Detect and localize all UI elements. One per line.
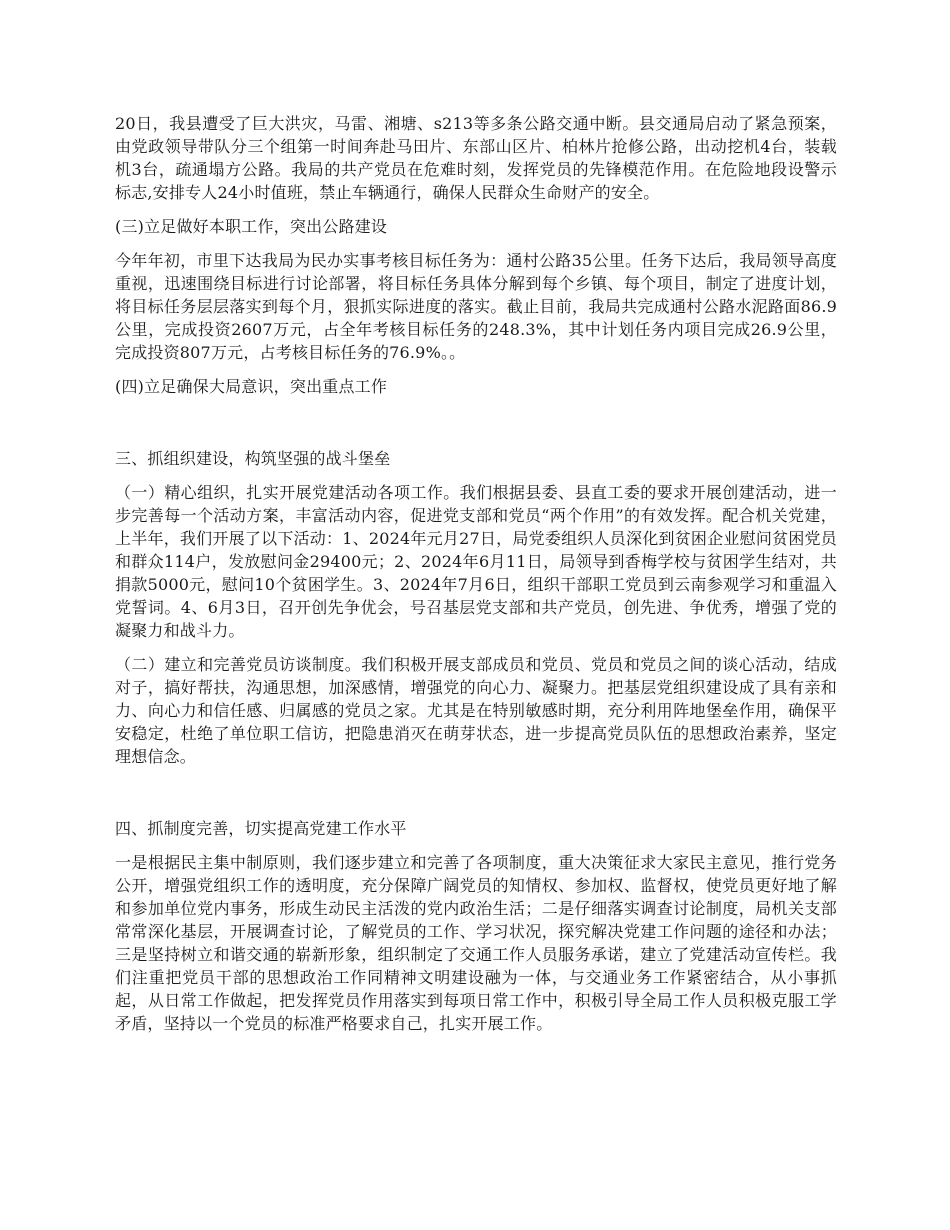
paragraph-road-construction: 今年年初，市里下达我局为民办实事考核目标任务为：通村公路35公里。任务下达后，我局领导高度重视，迅速围绕目标进行讨论部署，将目标任务具体分解到每个乡镇、每个项目，制定了进度计划，将目标任务层层落实到每个月，狠抓实际进度的落实。截止目前，我局共完成通村公路水泥路面86.9公里，完成投资2607万元，占全年考核目标任务的248.3%，其中计划任务内项目完成26.9公里，完成投资807万元，占考核目标任务的76.9%。。 [115, 251, 837, 362]
section-gap [115, 779, 837, 817]
paragraph-institution-building: 一是根据民主集中制原则，我们逐步建立和完善了各项制度，重大决策征求大家民主意见，推行党务公开，增强党组织工作的透明度，充分保障广阔党员的知情权、参加权、监督权，使党员更好地了解和参加单位党内事务，形成生动民主活泼的党内政治生活；二是仔细落实调查讨论制度，局机关支部常常深化基层，开展调查讨论，了解党员的工作、学习状况，探究解决党建工作问题的途径和办法；三是坚持树立和谐交通的崭新形象，组织制定了交通工作人员服务承诺，建立了党建活动宣传栏。我们注重把党员干部的思想政治工作同精神文明建设融为一体，与交通业务工作紧密结合，从小事抓起，从日常工作做起，把发挥党员作用落实到每项日常工作中，积极引导全局工作人员积极克服工学矛盾，坚持以一个党员的标准严格要求自己，扎实开展工作。 [115, 853, 837, 1033]
paragraph-flood-response: 20日，我县遭受了巨大洪灾，马雷、湘塘、s213等多条公路交通中断。县交通局启动了紧急预案，由党政领导带队分三个组第一时间奔赴马田片、东部山区片、柏林片抢修公路，出动挖机4台，装载机3台，疏通塌方公路。我局的共产党员在危难时刻，发挥党员的先锋模范作用。在危险地段设警示标志,安排专人24小时值班，禁止车辆通行，确保人民群众生命财产的安全。 [115, 114, 837, 202]
paragraph-party-activities: （一）精心组织，扎实开展党建活动各项工作。我们根据县委、县直工委的要求开展创建活动，进一步完善每一个活动方案，丰富活动内容，促进党支部和党员“两个作用”的有效发挥。配合机关党建，上半年，我们开展了以下活动：1、2024年元月27日，局党委组织人员深化到贫困企业慰问贫困党员和群众114户，发放慰问金29400元；2、2024年6月11日，局领导到香梅学校与贫困学生结对，共捐款5000元，慰问10个贫困学生。3、2024年7月6日，组织干部职工党员到云南参观学习和重温入党誓词。4、6月3日，召开创先争优会，号召基层党支部和共产党员，创先进、争优秀，增强了党的凝聚力和战斗力。 [115, 483, 837, 640]
subheading-road-construction: (三)立足做好本职工作，突出公路建设 [115, 217, 388, 236]
section-gap [115, 409, 837, 447]
document-page [115, 112, 837, 1046]
paragraph-member-interviews: （二）建立和完善党员访谈制度。我们积极开展支部成员和党员、党员和党员之间的谈心活动，结成对子，搞好帮扶，沟通思想，加深感情，增强党的向心力、凝聚力。把基层党组织建设成了具有亲和力、向心力和信任感、归属感的党员之家。尤其是在特别敏感时期，充分利用阵地堡垒作用，确保平安稳定，杜绝了单位职工信访，把隐患消灭在萌芽状态，进一步提高党员队伍的思想政治素养，坚定理想信念。 [115, 655, 837, 766]
subheading-key-work: (四)立足确保大局意识，突出重点工作 [115, 377, 388, 396]
section-heading-institution: 四、抓制度完善，切实提高党建工作水平 [115, 819, 407, 838]
section-heading-organization: 三、抓组织建设，构筑坚强的战斗堡垒 [115, 449, 391, 468]
